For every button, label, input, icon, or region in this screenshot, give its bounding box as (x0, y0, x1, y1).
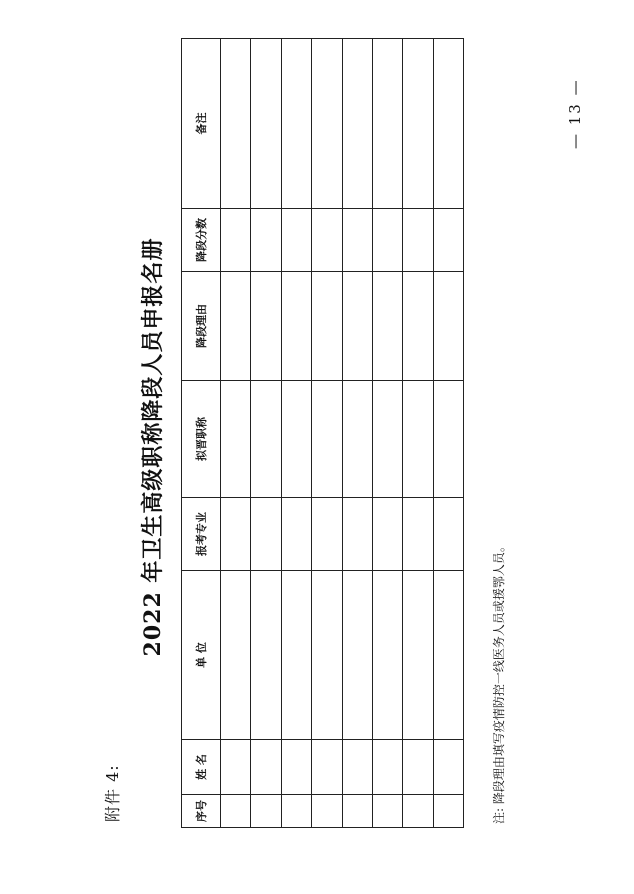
table-body (221, 39, 464, 828)
table-row (221, 39, 251, 828)
table-row (372, 39, 402, 828)
table-cell[interactable] (403, 39, 433, 209)
table-cell[interactable] (221, 209, 251, 272)
header-major: 报考专业 (182, 498, 221, 571)
table-row (312, 39, 342, 828)
table-cell[interactable] (281, 571, 311, 740)
table-row (342, 39, 372, 828)
table-cell[interactable] (433, 272, 463, 381)
table-cell[interactable] (342, 272, 372, 381)
table-cell[interactable] (312, 795, 342, 828)
table-cell[interactable] (372, 209, 402, 272)
table-cell[interactable] (221, 571, 251, 740)
page-title: 2022 年卫生高级职称降段人员申报名册 (140, 237, 166, 657)
table-cell[interactable] (342, 795, 372, 828)
table-cell[interactable] (342, 381, 372, 498)
table-cell[interactable] (281, 39, 311, 209)
table-cell[interactable] (312, 209, 342, 272)
table-cell[interactable] (342, 209, 372, 272)
table-cell[interactable] (342, 498, 372, 571)
attachment-label: 附件 4: (103, 764, 122, 822)
table-cell[interactable] (372, 498, 402, 571)
table-cell[interactable] (221, 740, 251, 795)
table-cell[interactable] (251, 209, 281, 272)
page-number: — 13 — (566, 78, 584, 149)
table-cell[interactable] (372, 571, 402, 740)
table-cell[interactable] (312, 571, 342, 740)
table-cell[interactable] (251, 740, 281, 795)
header-remarks: 备注 (182, 39, 221, 209)
table-cell[interactable] (433, 795, 463, 828)
table-cell[interactable] (281, 209, 311, 272)
header-name: 姓 名 (182, 740, 221, 795)
table-cell[interactable] (372, 272, 402, 381)
table-row (403, 39, 433, 828)
table-cell[interactable] (221, 39, 251, 209)
footnote: 注: 降段理由填写疫情防控一线医务人员或援鄂人员。 (492, 540, 506, 824)
header-score: 降段分数 (182, 209, 221, 272)
table-cell[interactable] (433, 209, 463, 272)
table-cell[interactable] (281, 795, 311, 828)
header-title: 拟晋职称 (182, 381, 221, 498)
table-row (251, 39, 281, 828)
table-cell[interactable] (372, 381, 402, 498)
table-cell[interactable] (221, 795, 251, 828)
table-cell[interactable] (403, 498, 433, 571)
table-cell[interactable] (433, 740, 463, 795)
table-row (433, 39, 463, 828)
table-cell[interactable] (312, 381, 342, 498)
table-cell[interactable] (251, 381, 281, 498)
table-cell[interactable] (372, 39, 402, 209)
header-seq: 序号 (182, 795, 221, 828)
table-cell[interactable] (281, 272, 311, 381)
header-unit: 单 位 (182, 571, 221, 740)
table-cell[interactable] (342, 740, 372, 795)
table-cell[interactable] (251, 795, 281, 828)
table-cell[interactable] (281, 498, 311, 571)
table-cell[interactable] (403, 381, 433, 498)
table-cell[interactable] (312, 740, 342, 795)
table-cell[interactable] (433, 498, 463, 571)
table-cell[interactable] (221, 381, 251, 498)
table-cell[interactable] (221, 272, 251, 381)
table-cell[interactable] (251, 272, 281, 381)
table-cell[interactable] (281, 381, 311, 498)
table-cell[interactable] (403, 795, 433, 828)
table-cell[interactable] (221, 498, 251, 571)
table-cell[interactable] (403, 209, 433, 272)
table-cell[interactable] (251, 498, 281, 571)
table-cell[interactable] (342, 39, 372, 209)
table-cell[interactable] (403, 571, 433, 740)
table-cell[interactable] (433, 39, 463, 209)
table-cell[interactable] (312, 272, 342, 381)
table-cell[interactable] (372, 740, 402, 795)
table-cell[interactable] (281, 740, 311, 795)
table-cell[interactable] (342, 571, 372, 740)
table-cell[interactable] (251, 39, 281, 209)
table-row (281, 39, 311, 828)
table-cell[interactable] (251, 571, 281, 740)
table-cell[interactable] (403, 740, 433, 795)
registration-table (181, 38, 464, 828)
table-cell[interactable] (403, 272, 433, 381)
table-cell[interactable] (372, 795, 402, 828)
table-cell[interactable] (312, 39, 342, 209)
table-cell[interactable] (433, 381, 463, 498)
table-cell[interactable] (433, 571, 463, 740)
table-cell[interactable] (312, 498, 342, 571)
header-reason: 降段理由 (182, 272, 221, 381)
table-header-row (182, 39, 221, 828)
